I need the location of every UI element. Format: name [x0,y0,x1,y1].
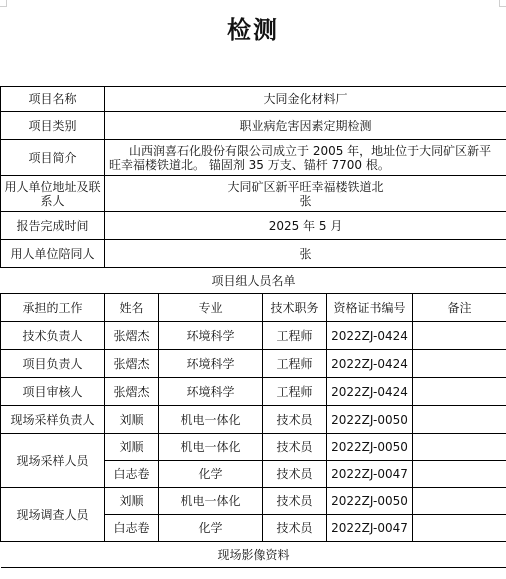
title-cell: 技术员 [263,515,327,542]
address-text: 大同矿区新平旺幸福楼铁道北 [227,179,384,194]
table-row [1,406,506,434]
name-cell: 张熠杰 [105,322,159,350]
title-cell: 技术员 [263,461,327,488]
major-cell: 机电一体化 [159,406,263,434]
header-name: 姓名 [105,294,159,322]
cert-cell: 2022ZJ-0050 [327,488,413,515]
project-type-label: 项目类别 [1,112,105,140]
cert-cell: 2022ZJ-0050 [327,406,413,434]
note-cell [413,488,506,515]
escort-label: 用人单位陪同人 [1,240,105,268]
page-corner-marker-left [0,0,7,7]
project-info-table [0,86,506,568]
title-cell: 工程师 [263,350,327,378]
major-cell: 化学 [159,461,263,488]
address-contact-value [105,176,506,212]
role-cell: 技术负责人 [1,322,105,350]
header-note: 备注 [413,294,506,322]
table-row [1,322,506,350]
major-cell: 化学 [159,515,263,542]
role-cell: 项目负责人 [1,350,105,378]
header-cert: 资格证书编号 [327,294,413,322]
project-intro-label: 项目简介 [1,140,105,176]
header-role: 承担的工作 [1,294,105,322]
note-cell [413,378,506,406]
project-name-value: 大同金化材料厂 [105,87,506,112]
note-cell [413,406,506,434]
title-cell: 工程师 [263,322,327,350]
team-heading: 项目组人员名单 [1,268,506,294]
role-cell: 项目审核人 [1,378,105,406]
name-cell: 张熠杰 [105,350,159,378]
name-cell: 刘顺 [105,434,159,461]
escort-value: 张 [105,240,506,268]
name-cell: 刘顺 [105,488,159,515]
title-cell: 技术员 [263,488,327,515]
header-major: 专业 [159,294,263,322]
name-cell: 白志卷 [105,461,159,488]
project-intro-value [105,140,506,176]
name-cell: 刘顺 [105,406,159,434]
project-intro-text: 山西润喜石化股份有限公司成立于 2005 年，地址位于大同矿区新平旺幸福楼铁道北。 锚固剂 35 万支、锚杆 7700 根。 [109,143,492,172]
title-cell: 工程师 [263,378,327,406]
table-row [1,488,506,515]
table-row [1,434,506,461]
major-cell: 环境科学 [159,322,263,350]
cert-cell: 2022ZJ-0424 [327,350,413,378]
table-row [1,378,506,406]
note-cell [413,461,506,488]
note-cell [413,350,506,378]
note-cell [413,434,506,461]
major-cell: 环境科学 [159,378,263,406]
cert-cell: 2022ZJ-0424 [327,322,413,350]
images-heading: 现场影像资料 [1,542,506,568]
name-cell: 白志卷 [105,515,159,542]
page-corner-marker-right [499,0,506,7]
report-date-label: 报告完成时间 [1,212,105,240]
cert-cell: 2022ZJ-0050 [327,434,413,461]
cert-cell: 2022ZJ-0047 [327,515,413,542]
address-contact-label: 用人单位地址及联系人 [1,176,105,212]
note-cell [413,515,506,542]
report-date-value: 2025 年 5 月 [105,212,506,240]
project-type-value: 职业病危害因素定期检测 [105,112,506,140]
cert-cell: 2022ZJ-0424 [327,378,413,406]
name-cell: 张熠杰 [105,378,159,406]
project-name-label: 项目名称 [1,87,105,112]
major-cell: 机电一体化 [159,488,263,515]
contact-text: 张 [299,193,312,208]
note-cell [413,322,506,350]
document-title: 检测 [227,15,279,44]
title-cell: 技术员 [263,406,327,434]
cert-cell: 2022ZJ-0047 [327,461,413,488]
header-title: 技术职务 [263,294,327,322]
title-cell: 技术员 [263,434,327,461]
table-row [1,350,506,378]
major-cell: 机电一体化 [159,434,263,461]
major-cell: 环境科学 [159,350,263,378]
role-cell: 现场采样人员 [1,434,105,488]
role-cell: 现场调查人员 [1,488,105,542]
role-cell: 现场采样负责人 [1,406,105,434]
